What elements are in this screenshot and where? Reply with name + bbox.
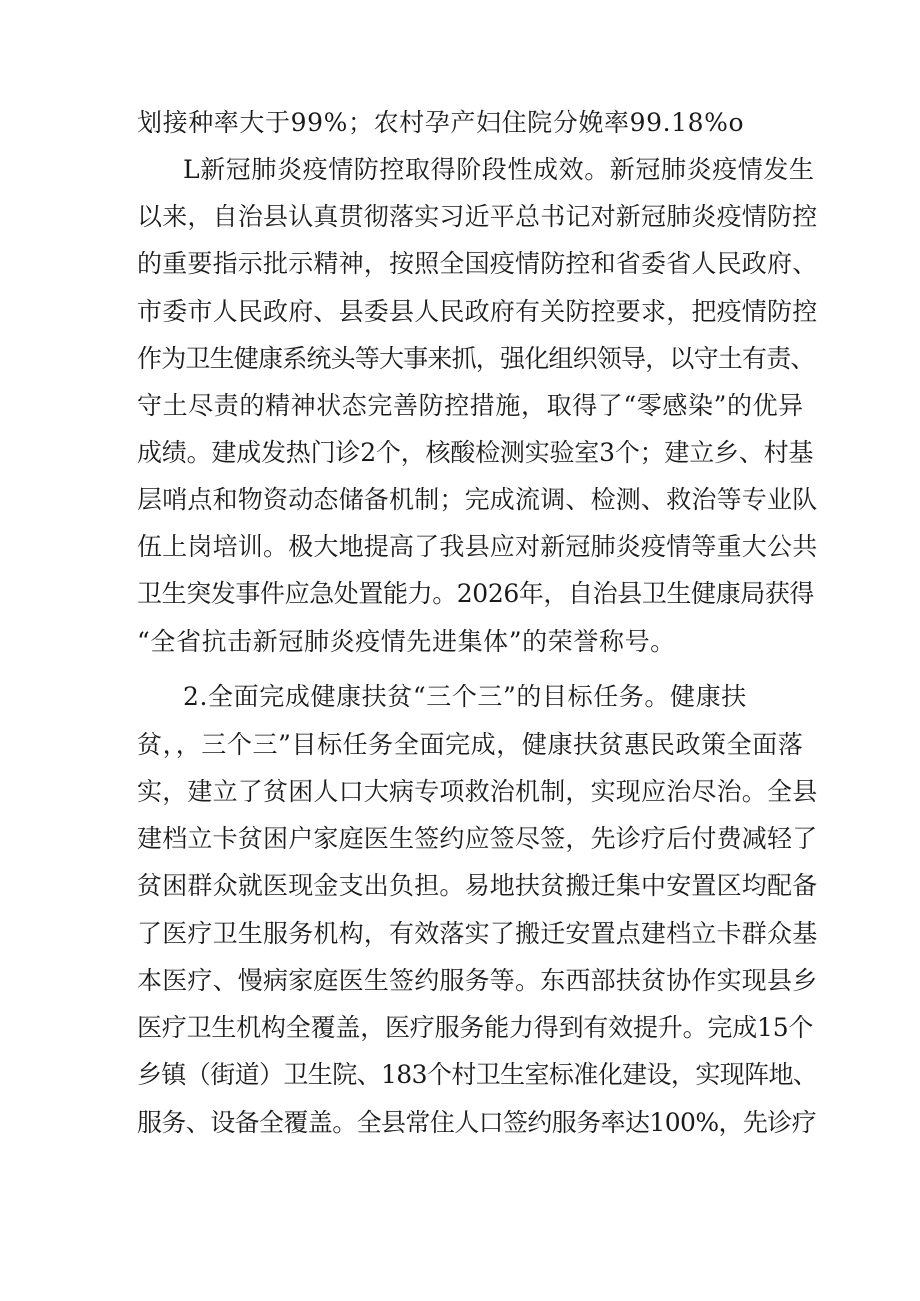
text-line: 服务、设备全覆盖。全县常住人口签约服务率达100%，先诊疗	[137, 1108, 817, 1137]
paragraph-heading-line: L新冠肺炎疫情防控取得阶段性成效。新冠肺炎疫情发生	[183, 155, 815, 184]
text-line: 乡镇（街道）卫生院、183个村卫生室标准化建设，实现阵地、	[137, 1060, 818, 1089]
text-line: 卫生突发事件应急处置能力。2026年，自治县卫生健康局获得	[137, 579, 815, 608]
text-line: 作为卫生健康系统头等大事来抓，强化组织领导，以守土有责、	[137, 344, 815, 373]
text-line: 建档立卡贫困户家庭医生签约应签尽签，先诊疗后付费减轻了	[137, 824, 818, 853]
text-line: 成绩。建成发热门诊2个，核酸检测实验室3个；建立乡、村基	[137, 438, 814, 467]
text-line: 医疗卫生机构全覆盖，医疗服务能力得到有效提升。完成15个	[137, 1013, 814, 1042]
text-line: 守土尽责的精神状态完善防控措施，取得了“零感染”的优异	[137, 391, 804, 420]
text-line: 实，建立了贫困人口大病专项救治机制，实现应治尽治。全县	[137, 777, 818, 806]
paragraph-heading-line: 2.全面完成健康扶贫“三个三”的目标任务。健康扶	[183, 682, 747, 711]
text-line: 市委市人民政府、县委县人民政府有关防控要求，把疫情防控	[137, 297, 818, 326]
text-line: 了医疗卫生服务机构，有效落实了搬迁安置点建档立卡群众基	[137, 919, 818, 948]
text-line: 的重要指示批示精神，按照全国疫情防控和省委省人民政府、	[137, 249, 818, 278]
text-line: 贫困群众就医现金支出负担。易地扶贫搬迁集中安置区均配备	[137, 871, 818, 900]
text-line: 层哨点和物资动态储备机制；完成流调、检测、救治等专业队	[137, 485, 818, 514]
text-line: 本医疗、慢病家庭医生签约服务等。东西部扶贫协作实现县乡	[137, 966, 818, 995]
text-line: 划接种率大于99%；农村孕产妇住院分娩率99.18%o	[137, 108, 745, 137]
text-line: 伍上岗培训。极大地提高了我县应对新冠肺炎疫情等重大公共	[137, 532, 818, 561]
text-line: “全省抗击新冠肺炎疫情先进集体”的荣誉称号。	[137, 627, 676, 656]
text-line: 以来，自治县认真贯彻落实习近平总书记对新冠肺炎疫情防控	[137, 202, 818, 231]
text-line: 贫，，三个三”目标任务全面完成，健康扶贫惠民政策全面落	[137, 730, 804, 759]
